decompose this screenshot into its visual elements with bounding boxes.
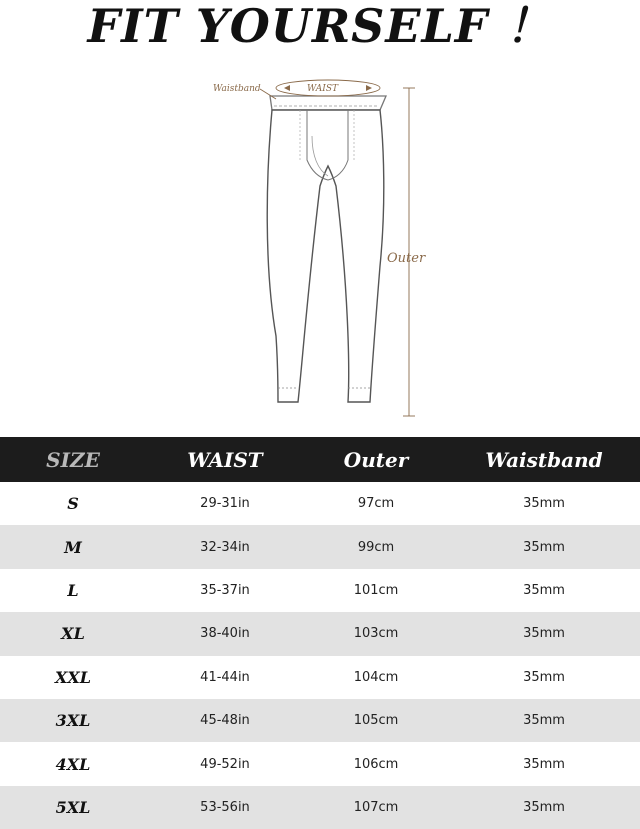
waistband-cell: 35mm [523,756,565,772]
outer-cell: 106cm [353,756,399,772]
size-table-header [0,437,640,482]
size-table-body [0,482,640,829]
header-waistband: Waistband [485,447,603,472]
table-row [0,786,640,829]
waist-cell: 45-48in [200,713,250,729]
waist-cell: 38-40in [200,626,250,642]
leggings-diagram [200,66,460,426]
outer-cell: 104cm [353,669,399,685]
waist-cell: 53-56in [200,799,250,815]
waistband-cell: 35mm [523,799,565,815]
table-row [0,482,640,525]
size-cell: 5XL [55,797,91,817]
waistband-cell: 35mm [523,626,565,642]
waistband-label: Waistband [213,84,261,94]
waistband-cell: 35mm [523,669,565,685]
size-cell: S [67,494,79,514]
size-cell: XXL [54,667,92,687]
waist-cell: 29-31in [200,496,250,512]
outer-cell: 101cm [353,582,399,598]
table-row [0,742,640,785]
outer-cell: 105cm [353,713,399,729]
table-row [0,656,640,699]
size-cell: M [64,537,82,557]
waist-cell: 32-34in [200,539,250,555]
leggings-illustration [200,66,460,426]
waist-cell: 49-52in [200,756,250,772]
size-cell: L [67,580,79,600]
table-row [0,612,640,655]
header-waist: WAIST [187,447,263,472]
table-row [0,569,640,612]
waistband-cell: 35mm [523,713,565,729]
waist-cell: 35-37in [200,582,250,598]
outer-label: Outer [387,251,426,266]
outer-cell: 107cm [353,799,399,815]
table-row [0,699,640,742]
waist-cell: 41-44in [200,669,250,685]
table-row [0,525,640,568]
outer-cell: 103cm [353,626,399,642]
size-cell: 4XL [55,754,91,774]
waistband-cell: 35mm [523,582,565,598]
waist-label: WAIST [307,84,339,94]
page-title: FIT YOURSELF ！ [87,0,553,53]
header-outer: Outer [343,447,409,472]
outer-cell: 99cm [357,539,395,555]
waistband-cell: 35mm [523,539,565,555]
outer-cell: 97cm [357,496,395,512]
size-cell: XL [61,624,85,644]
header-size: SIZE [46,447,100,472]
waistband-cell: 35mm [523,496,565,512]
size-cell: 3XL [55,711,91,731]
